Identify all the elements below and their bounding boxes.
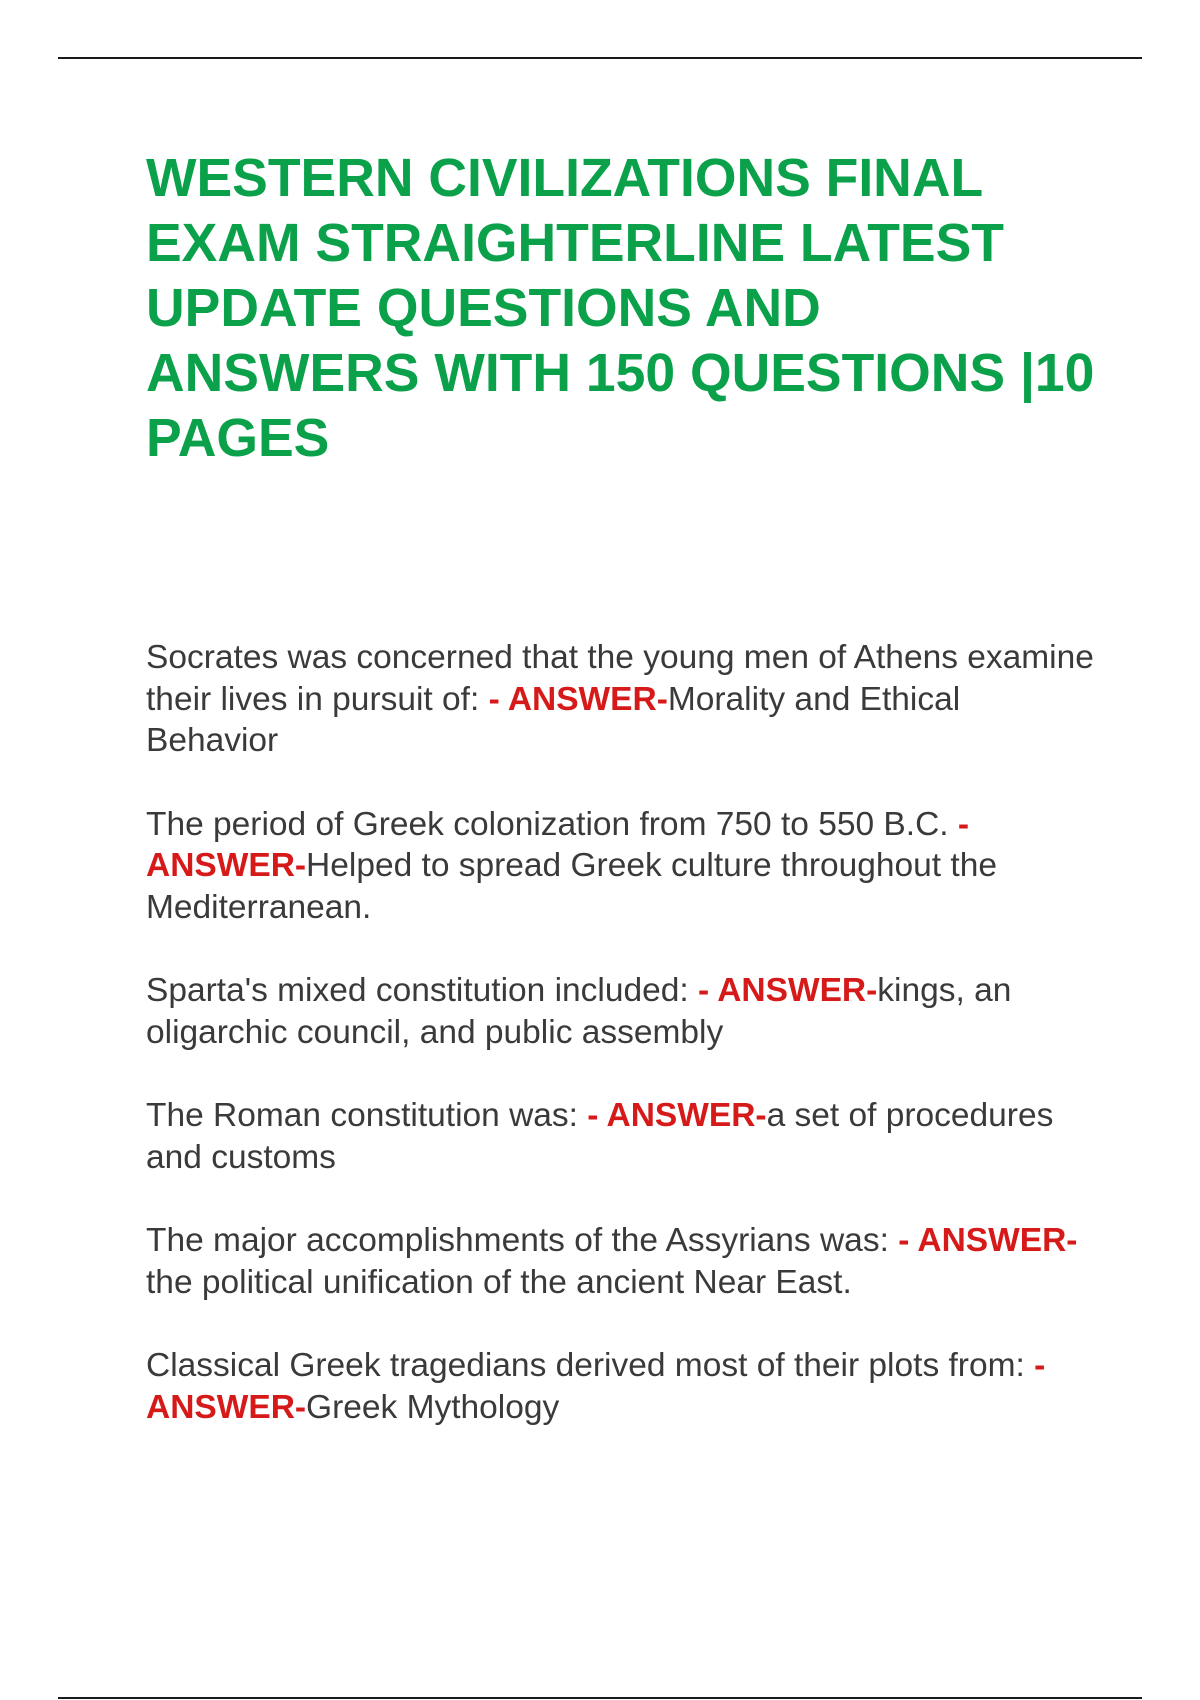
question-text: The Roman constitution was:	[146, 1097, 588, 1134]
answer-marker: - ANSWER-	[587, 1097, 767, 1134]
answer-marker: - ANSWER-	[898, 1222, 1078, 1259]
qa-item	[146, 1095, 1096, 1178]
question-text: The period of Greek colonization from 750 to 550 B.C.	[146, 805, 958, 843]
answer-text: Helped to spread Greek culture throughout the Mediterranean.	[146, 847, 997, 926]
answer-text: Morality and Ethical Behavior	[146, 680, 961, 759]
answer-marker: - ANSWER-	[146, 1347, 1046, 1426]
answer-marker: - ANSWER-	[146, 805, 970, 884]
answer-marker: - ANSWER-	[488, 680, 668, 718]
question-text: Socrates was concerned that the young men of Athens examine their lives in pursuit of:	[146, 639, 1094, 718]
qa-list	[146, 637, 1096, 1470]
answer-text: kings, an oligarchic council, and public assembly	[146, 972, 1012, 1051]
qa-item	[146, 637, 1096, 762]
qa-item	[146, 1220, 1096, 1303]
question-text: Sparta's mixed constitution included:	[146, 972, 698, 1009]
question-text: The major accomplishments of the Assyrians was:	[146, 1222, 899, 1259]
answer-marker: - ANSWER-	[698, 972, 878, 1009]
question-text: Classical Greek tragedians derived most of their plots from:	[146, 1347, 1035, 1384]
qa-item	[146, 804, 1096, 929]
answer-text: Greek Mythology	[306, 1388, 560, 1426]
answer-text: a set of procedures and customs	[146, 1097, 1054, 1176]
answer-text: the political unification of the ancient Near East.	[146, 1263, 852, 1301]
footer-rule	[58, 1697, 1142, 1699]
header-rule	[58, 57, 1142, 59]
qa-item	[146, 970, 1096, 1053]
document-title: WESTERN CIVILIZATIONS FINAL EXAM STRAIGHTERLINE LATEST UPDATE QUESTIONS AND ANSWERS WITH 150 QUESTIONS |10 PAGES	[146, 149, 1095, 468]
qa-item	[146, 1345, 1096, 1428]
